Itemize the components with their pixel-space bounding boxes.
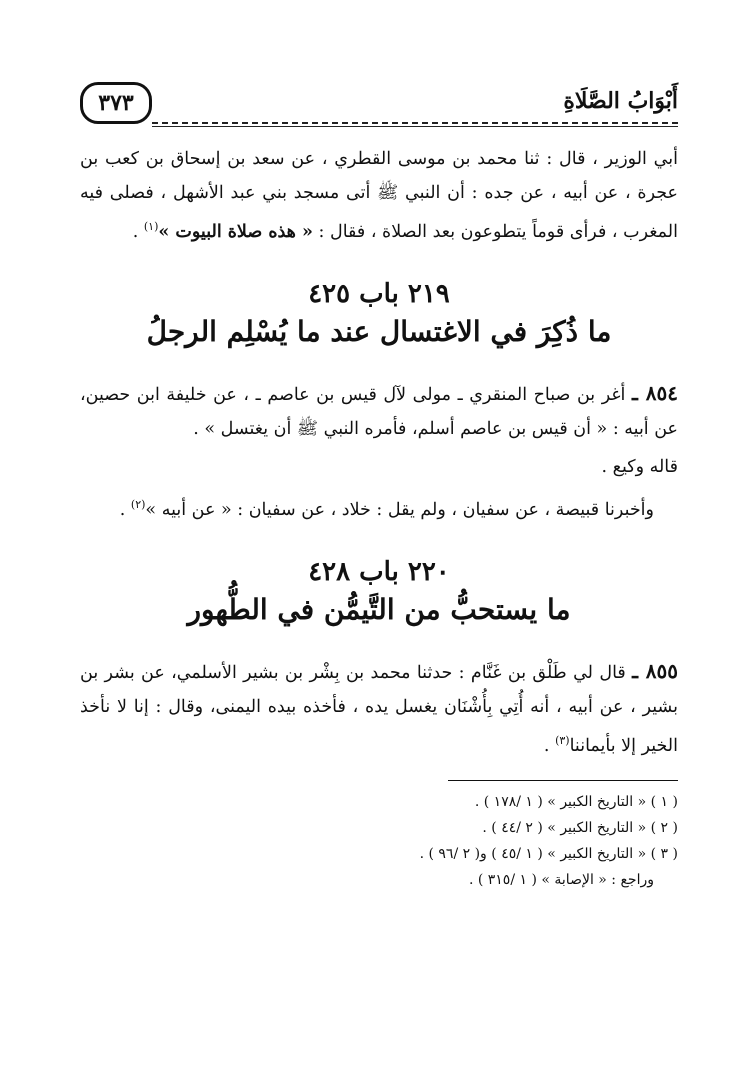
footnote-4: وراجع : « الإصابة » ( ١ /٣١٥ ) . — [468, 872, 654, 889]
header-rule-solid — [152, 126, 678, 127]
chapter-title-220: ما يستحبُّ من التَّيمُّن في الطُّهور — [187, 592, 571, 626]
hadith-855-text: قال لي طَلْق بن غَنَّام : حدثنا محمد بن بِشْر بن بشير الأسلمي، عن بشر بن بشير ، عن أبيه ، أنه أُتِي بِأُشْنَان يغسل يده ، فأخذه بيده اليمنى، وقال : إنا لا نأخذ الخير إلا بأيماننا — [80, 662, 678, 756]
hadith-855-end: . — [543, 735, 550, 756]
chapter-title-219: ما ذُكِرَ في الاغتسال عند ما يُسْلِم الرجلُ — [146, 314, 612, 348]
hadith-854-para2-text: وأخبرنا قبيصة ، عن سفيان ، ولم يقل : خلاد ، عن سفيان : « عن أبيه » — [145, 499, 654, 520]
footnote-divider — [448, 780, 678, 781]
chapter-number-220: ٢٢٠ باب ٤٢٨ — [308, 556, 450, 587]
footnote-2: ( ٢ ) « التاريخ الكبير » ( ٢ /٤٤ ) . — [482, 820, 678, 837]
intro-quote: « هذه صلاة البيوت » — [158, 221, 313, 242]
page-number-badge — [80, 82, 152, 124]
page-header — [80, 78, 678, 126]
footnote-1: ( ١ ) « التاريخ الكبير » ( ١ /١٧٨ ) . — [474, 794, 678, 811]
page-number: ٣٧٣ — [98, 90, 134, 116]
intro-end: . — [132, 221, 139, 242]
running-title: أَبْوَابُ الصَّلَاةِ — [563, 88, 678, 114]
hadith-number-854: ٨٥٤ ـ — [631, 380, 678, 405]
intro-paragraph — [80, 142, 678, 249]
footnote-ref-1[interactable]: (١) — [143, 220, 159, 233]
hadith-854-line2: قاله وكيع . — [601, 456, 678, 477]
footnote-3: ( ٣ ) « التاريخ الكبير » ( ١ /٤٥ ) و( ٢ /٩٦ ) . — [419, 846, 678, 863]
hadith-854-para2 — [80, 488, 678, 527]
hadith-855 — [80, 654, 678, 763]
intro-text: أبي الوزير ، قال : ثنا محمد بن موسى القطري ، عن سعد بن إسحاق بن كعب بن عجرة ، عن أبيه ، عن جده : أن النبي ﷺ أتى مسجد بني عبد الأشهل ، فصلى فيه المغرب ، فرأى قوماً يتطوعون بعد الصلاة ، فقال : — [80, 149, 678, 242]
hadith-854-end: . — [119, 499, 126, 520]
footnote-ref-2[interactable]: (٢) — [130, 497, 146, 511]
hadith-854-text: أغر بن صباح المنقري ـ مولى لآل قيس بن عاصم ـ ، عن خليفة ابن حصين، عن أبيه : « أن قيس بن عاصم أسلم، فأمره النبي ﷺ أن يغتسل » . — [80, 384, 678, 439]
footnote-ref-3[interactable]: (٣) — [555, 733, 570, 747]
header-rule-dashed — [152, 122, 678, 124]
page — [80, 78, 678, 893]
chapter-number-219: ٢١٩ باب ٤٢٥ — [308, 278, 450, 309]
hadith-854 — [80, 376, 678, 446]
hadith-number-855: ٨٥٥ ـ — [632, 658, 678, 683]
